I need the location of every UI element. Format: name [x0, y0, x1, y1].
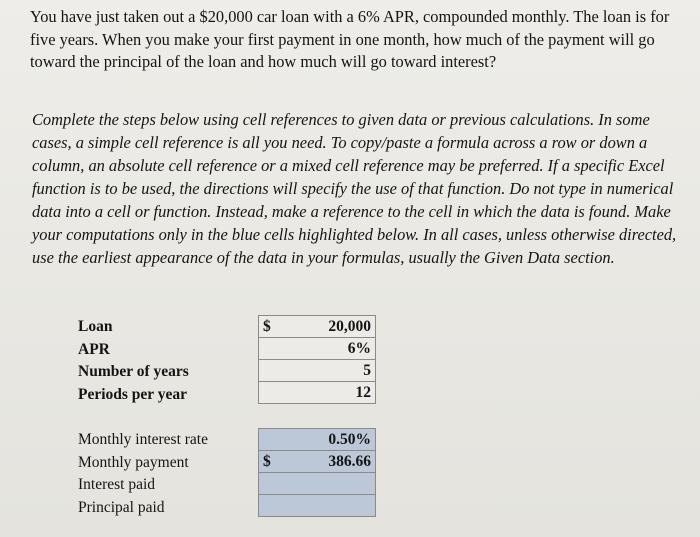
loan-row [259, 316, 376, 338]
calculation-cells [258, 428, 376, 517]
monthly-rate-label: Monthly interest rate [78, 431, 208, 448]
years-value-cell[interactable]: 5 [279, 360, 376, 382]
principal-paid-cell[interactable] [279, 495, 376, 517]
periods-label: Periods per year [78, 385, 188, 403]
apr-currency-cell[interactable] [259, 338, 280, 360]
years-currency-cell[interactable] [259, 360, 280, 382]
given-data-labels [78, 316, 189, 406]
payment-currency-cell[interactable]: $ [259, 451, 280, 473]
periods-currency-cell[interactable] [259, 382, 280, 404]
given-data-cells [258, 315, 376, 404]
instructions-text [32, 108, 692, 269]
years-label: Number of years [78, 363, 189, 380]
loan-value-cell[interactable]: 20,000 [279, 316, 376, 338]
instructions-paragraph: Complete the steps below using cell references to given data or previous calculations. In some cases, a simple cell reference is all you need. To copy/paste a formula across a row or down a column, an absolute cell reference or a mixed cell reference may be preferred. If a specific Excel function is to be used, the directions will specify the use of that function. Do not type in numerical data into a cell or function. Instead, make a reference to the cell in which the data is found. Make your computations only in the blue cells highlighted below. In all cases, unless otherwise directed, use the earliest appearance of the data in your formulas, usually the Given Data section. [32, 110, 677, 267]
rate-row [259, 429, 376, 451]
years-row [259, 360, 376, 382]
rate-currency-cell[interactable] [259, 429, 280, 451]
apr-value-cell[interactable]: 6% [279, 338, 376, 360]
interest-paid-label: Interest paid [78, 476, 156, 493]
principal-paid-label: Principal paid [78, 498, 165, 516]
apr-label: APR [78, 340, 110, 358]
periods-value-cell[interactable]: 12 [279, 382, 376, 404]
question-paragraph: You have just taken out a $20,000 car loan with a 6% APR, compounded monthly. The loan is for five years. When you make your first payment in one month, how much of the payment will go toward the principal of the loan and how much will go toward interest? [30, 7, 670, 71]
loan-label: Loan [78, 318, 113, 335]
calculation-labels [78, 429, 208, 519]
interest-row [259, 473, 376, 495]
interest-currency-cell[interactable] [259, 473, 280, 495]
periods-row [259, 382, 376, 404]
principal-row [259, 495, 376, 517]
monthly-payment-label: Monthly payment [78, 453, 189, 471]
loan-currency-cell[interactable]: $ [259, 316, 280, 338]
question-text [30, 6, 690, 74]
payment-row [259, 451, 376, 473]
monthly-rate-cell[interactable]: 0.50% [279, 429, 376, 451]
monthly-payment-cell[interactable]: 386.66 [279, 451, 376, 473]
interest-paid-cell[interactable] [279, 473, 376, 495]
principal-currency-cell[interactable] [259, 495, 280, 517]
apr-row [259, 338, 376, 360]
